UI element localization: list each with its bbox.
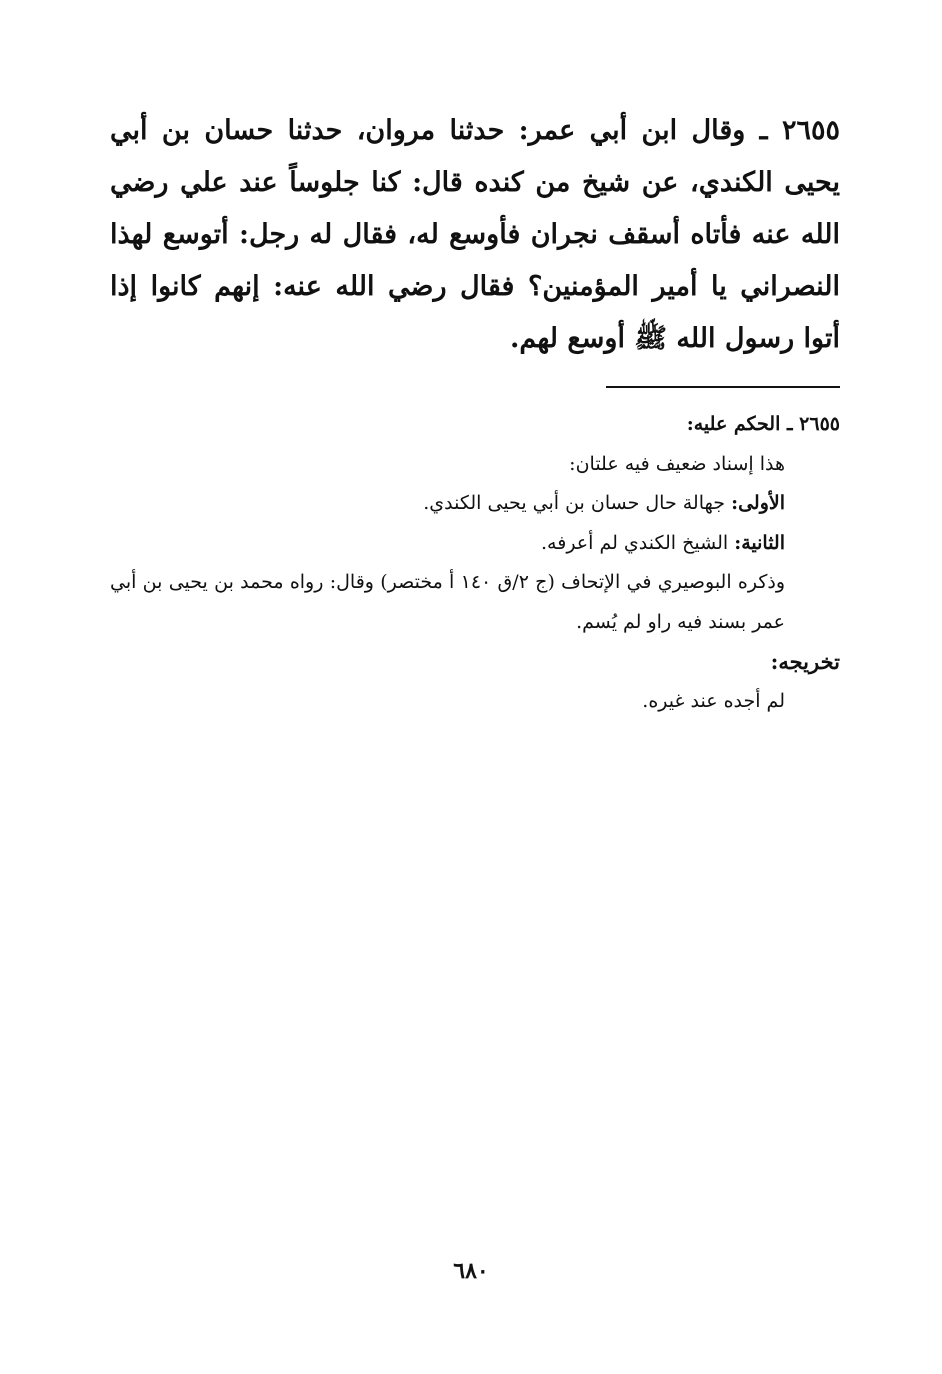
second-defect bbox=[110, 524, 840, 564]
hadith-text-block bbox=[110, 105, 840, 365]
ruling-heading: ٢٦٥٥ ـ الحكم عليه: bbox=[686, 413, 840, 435]
footnotes-block bbox=[110, 405, 840, 721]
hadith-number: ٢٦٥٥ bbox=[781, 115, 840, 146]
second-defect-text: الشيخ الكندي لم أعرفه. bbox=[541, 531, 729, 554]
hadith-dash: ـ bbox=[759, 115, 768, 146]
ruling-intro: هذا إسناد ضعيف فيه علتان: bbox=[569, 452, 785, 475]
page-number: ٦٨٠ bbox=[453, 1258, 489, 1284]
takhrij-text: لم أجده عند غيره. bbox=[642, 689, 785, 712]
second-defect-label: الثانية: bbox=[734, 531, 785, 554]
hadith-body: وقال ابن أبي عمر: حدثنا مروان، حدثنا حسان بن أبي يحيى الكندي، عن شيخ من كنده قال: كنا جلوساً عند علي رضي الله عنه فأتاه أسقف نجران فأوسع له، فقال له رجل: أتوسع لهذا النصراني يا أمير المؤمنين؟ فقال رضي الله عنه: إنهم كانوا إذا أتوا رسول الله ﷺ أوسع لهم. bbox=[110, 115, 840, 354]
first-defect bbox=[110, 484, 840, 524]
footnote-divider bbox=[606, 386, 840, 388]
busiri-note: وذكره البوصيري في الإتحاف (ج ٢/ق ١٤٠ أ مختصر) وقال: رواه محمد بن يحيى بن أبي عمر بسند فيه راو لم يُسم. bbox=[110, 571, 786, 633]
first-defect-label: الأولى: bbox=[731, 492, 785, 514]
first-defect-text: جهالة حال حسان بن أبي يحيى الكندي. bbox=[423, 492, 726, 514]
takhrij-heading: تخريجه: bbox=[770, 649, 840, 674]
